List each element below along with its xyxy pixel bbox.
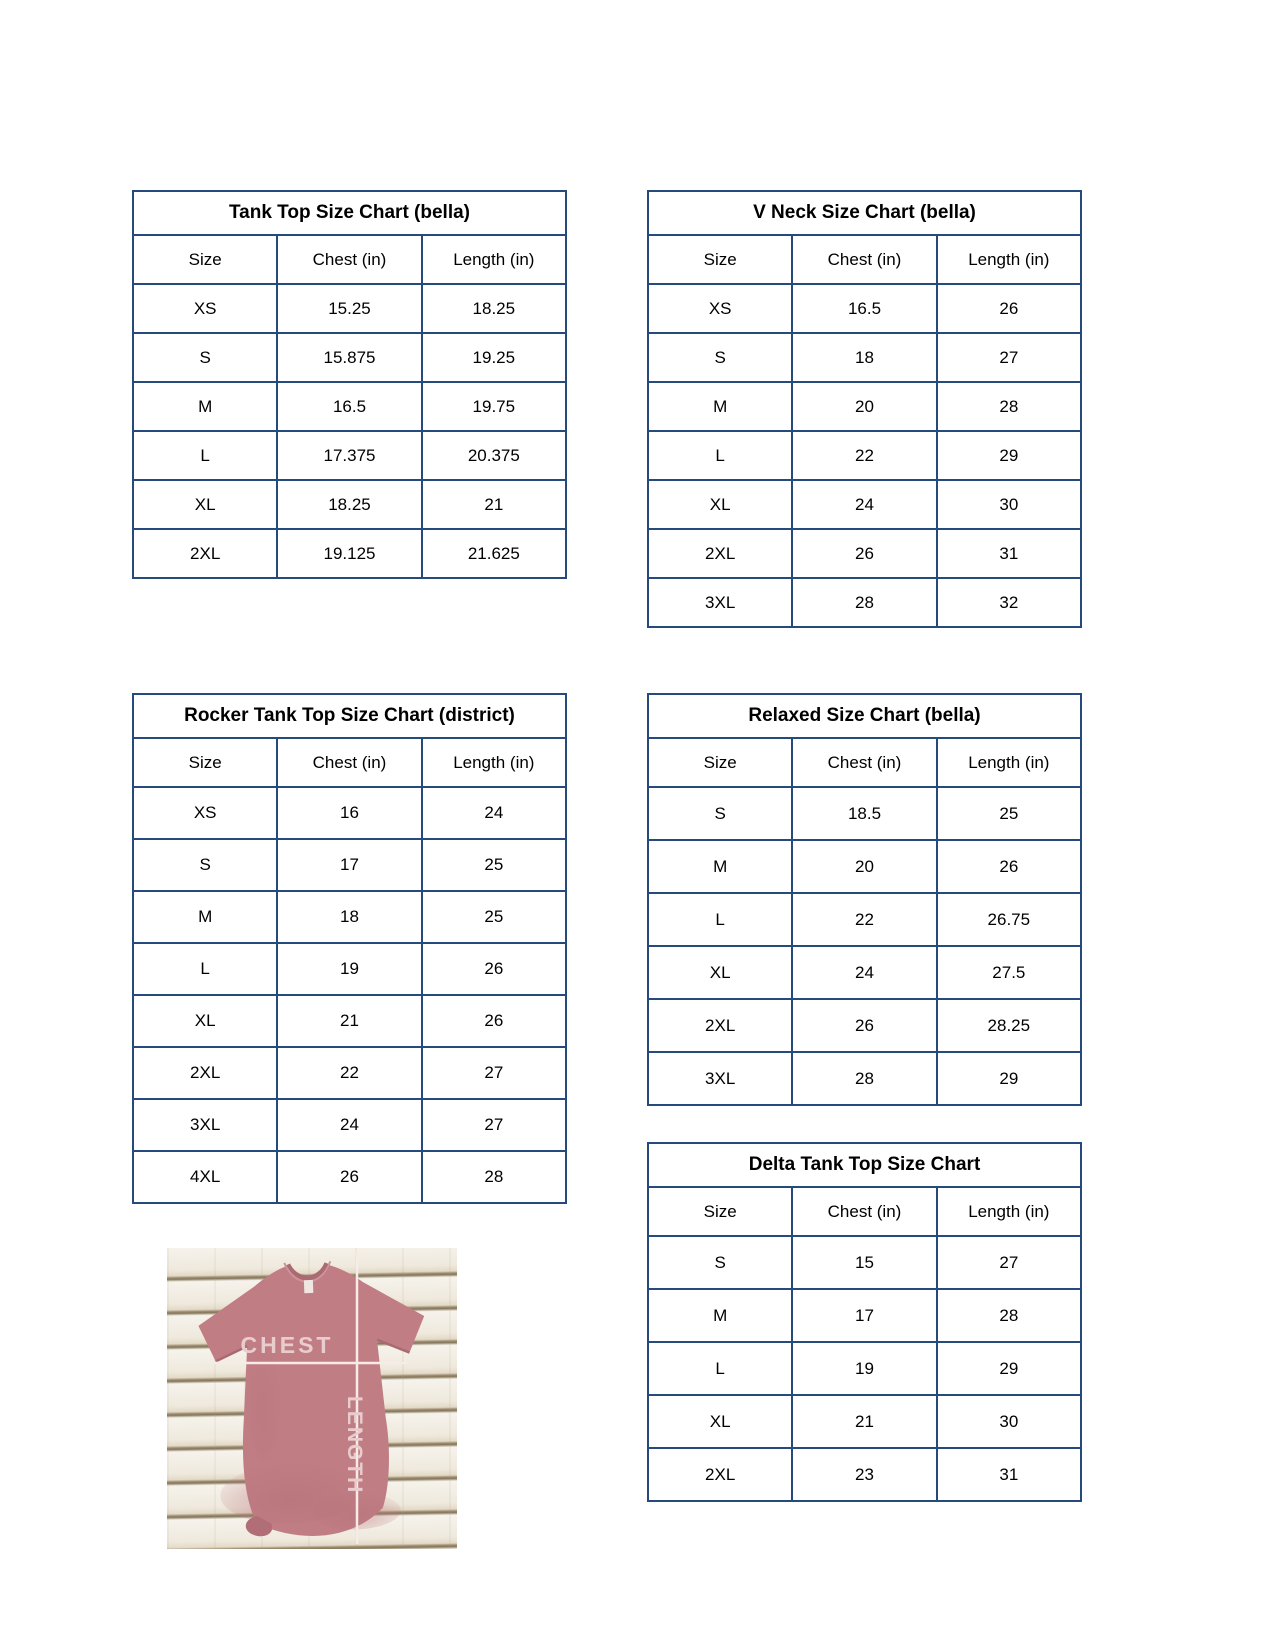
chest-cell: 19: [792, 1342, 936, 1395]
size-cell: XL: [648, 946, 792, 999]
table-row: [133, 529, 566, 578]
table-row: [133, 787, 566, 839]
table-title-row: [648, 694, 1081, 738]
chest-cell: 20: [792, 382, 936, 431]
chest-cell: 23: [792, 1448, 936, 1501]
length-cell: 31: [937, 529, 1081, 578]
chest-cell: 20: [792, 840, 936, 893]
column-header: Length (in): [422, 738, 566, 787]
size-cell: M: [648, 382, 792, 431]
chest-cell: 26: [792, 529, 936, 578]
table-row: [648, 1448, 1081, 1501]
table-row: [648, 578, 1081, 627]
size-cell: S: [133, 333, 277, 382]
size-cell: 3XL: [648, 1052, 792, 1105]
table-row: [648, 1052, 1081, 1105]
length-cell: 29: [937, 1342, 1081, 1395]
chest-cell: 28: [792, 1052, 936, 1105]
chest-cell: 16.5: [277, 382, 421, 431]
table-row: [648, 431, 1081, 480]
size-cell: S: [648, 333, 792, 382]
table-header-row: [648, 235, 1081, 284]
size-cell: 4XL: [133, 1151, 277, 1203]
length-cell: 26: [422, 943, 566, 995]
size-cell: 2XL: [133, 1047, 277, 1099]
table-row: [648, 382, 1081, 431]
length-cell: 28.25: [937, 999, 1081, 1052]
length-cell: 20.375: [422, 431, 566, 480]
length-cell: 26: [422, 995, 566, 1047]
relaxed-size-chart-table: [647, 693, 1082, 1106]
size-cell: S: [648, 787, 792, 840]
table-title-row: [133, 191, 566, 235]
column-header: Size: [648, 235, 792, 284]
length-cell: 19.75: [422, 382, 566, 431]
size-cell: 2XL: [648, 1448, 792, 1501]
column-header: Length (in): [937, 235, 1081, 284]
column-header: Chest (in): [277, 738, 421, 787]
chest-label: CHEST: [240, 1332, 334, 1358]
table-header-row: [133, 235, 566, 284]
chest-cell: 21: [792, 1395, 936, 1448]
column-header: Chest (in): [792, 235, 936, 284]
table-row: [648, 787, 1081, 840]
size-cell: M: [648, 840, 792, 893]
size-cell: M: [133, 891, 277, 943]
length-cell: 28: [937, 382, 1081, 431]
chest-cell: 17: [277, 839, 421, 891]
size-cell: M: [648, 1289, 792, 1342]
table-title: V Neck Size Chart (bella): [648, 191, 1081, 235]
chest-cell: 26: [277, 1151, 421, 1203]
table-row: [648, 1342, 1081, 1395]
v-neck-size-chart-table: [647, 190, 1082, 628]
chest-cell: 24: [792, 946, 936, 999]
chest-cell: 16: [277, 787, 421, 839]
size-cell: 3XL: [648, 578, 792, 627]
chest-cell: 18: [792, 333, 936, 382]
chest-cell: 28: [792, 578, 936, 627]
size-cell: XS: [133, 284, 277, 333]
shirt-measurement-photo: [167, 1248, 457, 1549]
size-cell: 2XL: [648, 529, 792, 578]
length-cell: 27: [422, 1099, 566, 1151]
table-row: [133, 1099, 566, 1151]
column-header: Length (in): [937, 1187, 1081, 1236]
table-row: [648, 284, 1081, 333]
length-cell: 27.5: [937, 946, 1081, 999]
table-row: [648, 999, 1081, 1052]
size-cell: S: [133, 839, 277, 891]
length-cell: 26.75: [937, 893, 1081, 946]
size-cell: 3XL: [133, 1099, 277, 1151]
size-cell: M: [133, 382, 277, 431]
rocker-tank-top-size-chart-table: [132, 693, 567, 1204]
length-cell: 27: [422, 1047, 566, 1099]
table-row: [648, 1236, 1081, 1289]
table-title: Tank Top Size Chart (bella): [133, 191, 566, 235]
chest-cell: 22: [792, 431, 936, 480]
table-row: [133, 480, 566, 529]
column-header: Length (in): [937, 738, 1081, 787]
table-header-row: [648, 1187, 1081, 1236]
length-label: LENGTH: [343, 1396, 366, 1495]
tshirt-image: [167, 1248, 457, 1549]
size-cell: L: [648, 893, 792, 946]
table-row: [648, 1289, 1081, 1342]
table-title: Relaxed Size Chart (bella): [648, 694, 1081, 738]
size-cell: L: [648, 1342, 792, 1395]
size-cell: XS: [133, 787, 277, 839]
column-header: Chest (in): [277, 235, 421, 284]
size-cell: XL: [648, 1395, 792, 1448]
length-cell: 26: [937, 840, 1081, 893]
chest-cell: 18: [277, 891, 421, 943]
chest-cell: 18.5: [792, 787, 936, 840]
length-cell: 26: [937, 284, 1081, 333]
column-header: Size: [133, 738, 277, 787]
table-header-row: [133, 738, 566, 787]
chest-cell: 19.125: [277, 529, 421, 578]
chest-cell: 15: [792, 1236, 936, 1289]
column-header: Size: [648, 738, 792, 787]
length-cell: 21: [422, 480, 566, 529]
length-cell: 18.25: [422, 284, 566, 333]
table-row: [648, 840, 1081, 893]
length-cell: 25: [937, 787, 1081, 840]
table-row: [648, 480, 1081, 529]
chest-cell: 16.5: [792, 284, 936, 333]
table-row: [133, 839, 566, 891]
length-cell: 24: [422, 787, 566, 839]
chest-cell: 24: [277, 1099, 421, 1151]
table-row: [133, 382, 566, 431]
length-cell: 19.25: [422, 333, 566, 382]
size-cell: XL: [133, 480, 277, 529]
table-row: [648, 333, 1081, 382]
table-row: [133, 943, 566, 995]
table-title-row: [648, 1143, 1081, 1187]
chest-cell: 18.25: [277, 480, 421, 529]
chest-cell: 15.25: [277, 284, 421, 333]
size-cell: 2XL: [133, 529, 277, 578]
size-cell: XS: [648, 284, 792, 333]
tank-top-size-chart-table: [132, 190, 567, 579]
table-row: [133, 1047, 566, 1099]
size-cell: XL: [133, 995, 277, 1047]
length-cell: 25: [422, 891, 566, 943]
chest-cell: 21: [277, 995, 421, 1047]
size-cell: 2XL: [648, 999, 792, 1052]
size-cell: XL: [648, 480, 792, 529]
chest-cell: 15.875: [277, 333, 421, 382]
length-cell: 31: [937, 1448, 1081, 1501]
table-row: [133, 284, 566, 333]
table-row: [133, 431, 566, 480]
length-cell: 30: [937, 1395, 1081, 1448]
table-row: [133, 1151, 566, 1203]
table-title-row: [133, 694, 566, 738]
table-title: Rocker Tank Top Size Chart (district): [133, 694, 566, 738]
size-cell: L: [648, 431, 792, 480]
length-cell: 29: [937, 1052, 1081, 1105]
neck-tag: [304, 1280, 313, 1293]
column-header: Size: [133, 235, 277, 284]
chest-cell: 17: [792, 1289, 936, 1342]
column-header: Chest (in): [792, 1187, 936, 1236]
column-header: Length (in): [422, 235, 566, 284]
length-cell: 27: [937, 1236, 1081, 1289]
table-row: [648, 893, 1081, 946]
length-cell: 30: [937, 480, 1081, 529]
table-row: [133, 891, 566, 943]
length-cell: 29: [937, 431, 1081, 480]
length-cell: 25: [422, 839, 566, 891]
size-cell: L: [133, 431, 277, 480]
table-row: [648, 1395, 1081, 1448]
length-cell: 21.625: [422, 529, 566, 578]
column-header: Chest (in): [792, 738, 936, 787]
chest-cell: 19: [277, 943, 421, 995]
length-cell: 32: [937, 578, 1081, 627]
table-row: [133, 333, 566, 382]
table-row: [648, 529, 1081, 578]
table-title-row: [648, 191, 1081, 235]
size-cell: L: [133, 943, 277, 995]
table-header-row: [648, 738, 1081, 787]
column-header: Size: [648, 1187, 792, 1236]
table-row: [133, 995, 566, 1047]
length-cell: 28: [937, 1289, 1081, 1342]
chest-cell: 22: [277, 1047, 421, 1099]
table-row: [648, 946, 1081, 999]
size-cell: S: [648, 1236, 792, 1289]
chest-cell: 24: [792, 480, 936, 529]
delta-tank-top-size-chart-table: [647, 1142, 1082, 1502]
table-title: Delta Tank Top Size Chart: [648, 1143, 1081, 1187]
length-cell: 27: [937, 333, 1081, 382]
chest-cell: 17.375: [277, 431, 421, 480]
chest-cell: 22: [792, 893, 936, 946]
tshirt-shape: [196, 1258, 431, 1540]
chest-cell: 26: [792, 999, 936, 1052]
length-cell: 28: [422, 1151, 566, 1203]
